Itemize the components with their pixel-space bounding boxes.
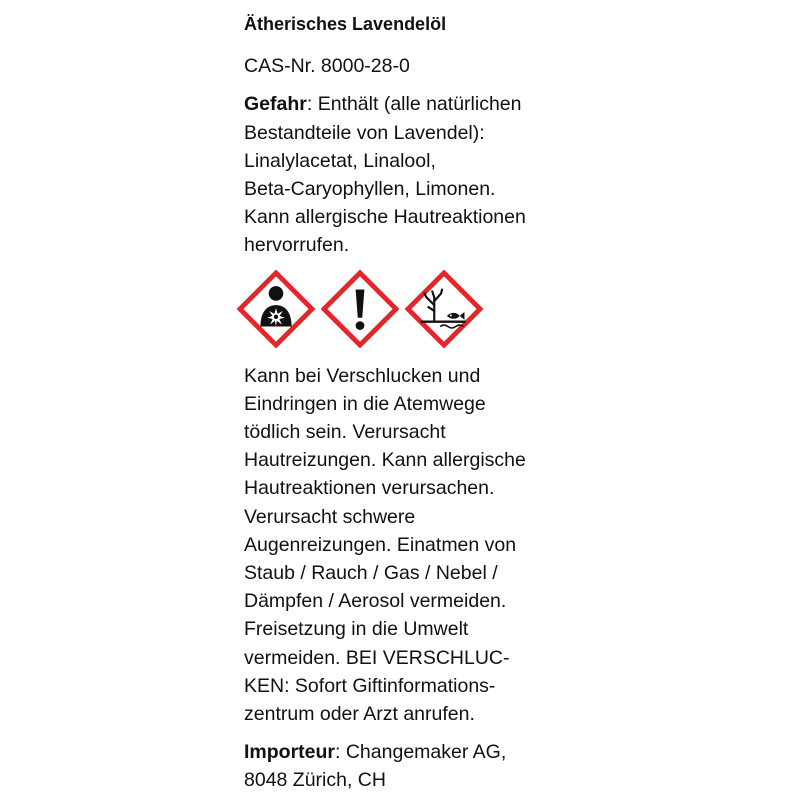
exclamation-mark-icon: [321, 270, 399, 348]
danger-text-4: Beta-Caryophyllen, Limonen.: [244, 178, 496, 201]
danger-section: [244, 90, 554, 259]
hazard-line: zentrum oder Arzt anrufen.: [244, 703, 475, 726]
danger-text-3: Linalylacetat, Linalool,: [244, 149, 436, 172]
hazard-line: tödlich sein. Verursacht: [244, 421, 446, 444]
danger-keyword: Gefahr: [244, 93, 307, 116]
hazard-statements: [244, 362, 554, 729]
ghs-pictograms: [237, 270, 554, 348]
hazard-line: Kann bei Verschlucken und: [244, 364, 481, 387]
hazard-line: Dämpfen / Aerosol vermeiden.: [244, 590, 507, 613]
product-title: Ätherisches Lavendelöl: [244, 14, 447, 34]
hazard-line: Hautreizungen. Kann allergische: [244, 449, 526, 472]
danger-text-2: Bestandteile von Lavendel):: [244, 121, 485, 144]
cas-number: CAS-Nr. 8000-28-0: [244, 55, 410, 78]
danger-text-5: Kann allergische Hautreaktionen: [244, 206, 526, 229]
hazard-line: Staub / Rauch / Gas / Nebel /: [244, 562, 498, 585]
danger-line-1: [244, 90, 554, 118]
hazard-line: Augenreizungen. Einatmen von: [244, 533, 517, 556]
hazard-line: Eindringen in die Atemwege: [244, 392, 486, 415]
hazard-line: Freisetzung in die Umwelt: [244, 618, 469, 641]
danger-text-1: : Enthält (alle natürlichen: [306, 93, 522, 116]
label-text-block: [244, 10, 554, 795]
hazard-line: Hautreaktionen verursachen.: [244, 477, 495, 500]
hazard-line: vermeiden. BEI VERSCHLUC-: [244, 646, 510, 669]
hazard-line: Verursacht schwere: [244, 505, 416, 528]
importer-address: 8048 Zürich, CH: [244, 769, 386, 792]
importer-section: [244, 738, 554, 794]
health-hazard-icon: [237, 270, 315, 348]
hazard-line: KEN: Sofort Giftinformations-: [244, 674, 496, 697]
importer-line-1: [244, 738, 554, 766]
importer-name: : Changemaker AG,: [335, 741, 507, 764]
environment-hazard-icon: [405, 270, 483, 348]
importer-label: Importeur: [244, 741, 336, 764]
danger-text-6: hervorrufen.: [244, 234, 350, 257]
